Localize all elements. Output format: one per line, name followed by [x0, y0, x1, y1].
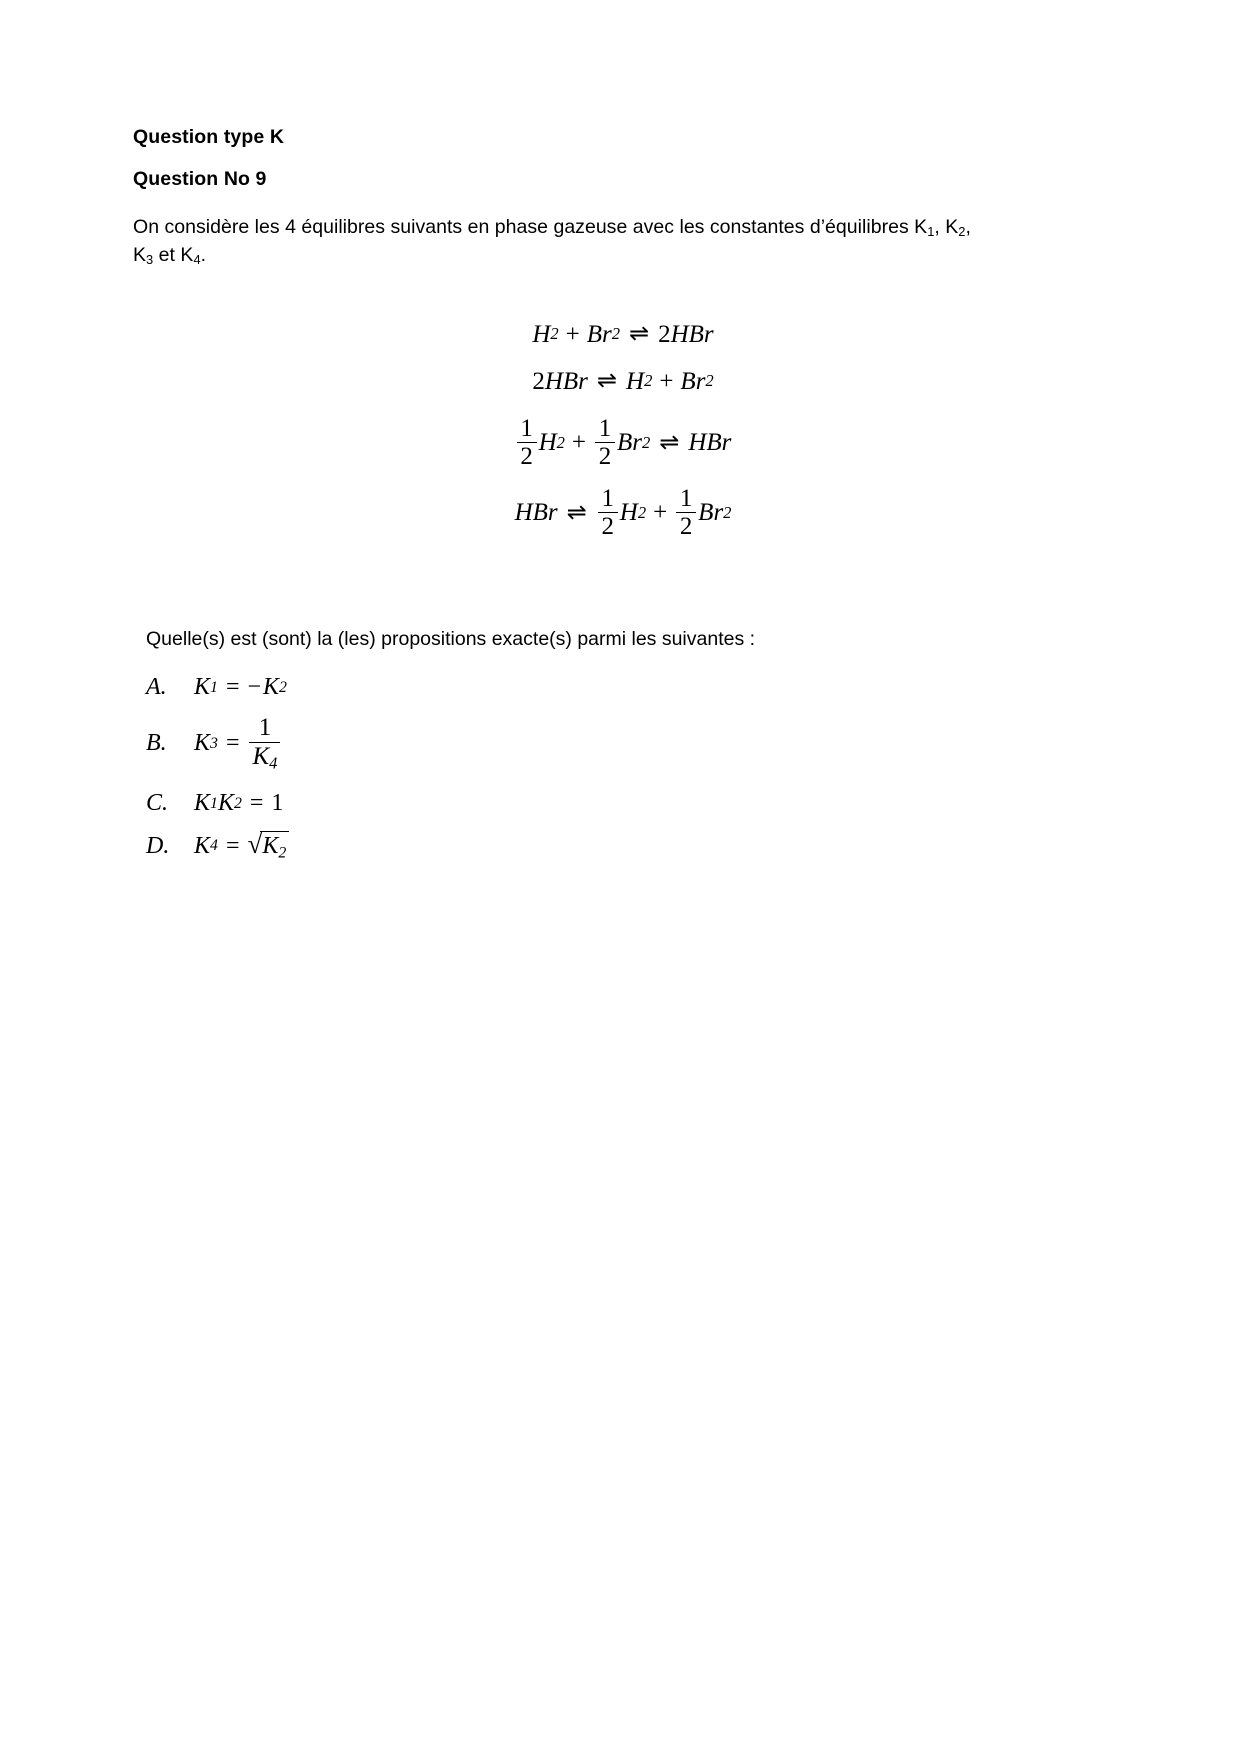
eq3-h-subscript: 2: [556, 432, 565, 452]
eq2-hbr: HBr: [544, 367, 588, 395]
question-number-heading: Question No 9: [133, 167, 267, 190]
eq4-h-subscript: 2: [637, 502, 647, 522]
option-a-minus-sign: −: [247, 674, 262, 701]
intro-text-part-5: K: [180, 244, 194, 267]
equation-block: [133, 322, 1113, 540]
option-a-expression: [194, 674, 287, 701]
intro-subscript-3: 3: [146, 252, 154, 268]
option-b-frac-denominator: [249, 744, 280, 772]
equation-1: [133, 322, 1113, 347]
eq1-hbr: HBr: [670, 320, 714, 348]
eq3-fraction-one-half-a: [517, 416, 537, 470]
option-c-lhs-second-subscript: 2: [233, 794, 242, 812]
document-content: [133, 128, 1113, 874]
option-d-label: D.: [146, 832, 170, 859]
option-c-rhs: 1: [271, 790, 284, 817]
intro-text-part-4: et: [153, 244, 175, 267]
option-a-lhs-subscript: 1: [210, 678, 218, 696]
eq1-plus-operator: +: [565, 320, 580, 348]
eq3-plus-operator: +: [571, 429, 586, 457]
eq2-br-subscript: 2: [705, 371, 714, 391]
option-c-lhs-first-subscript: 1: [210, 794, 218, 812]
eq4-equilibrium-arrow-icon: ⇌: [566, 499, 587, 526]
eq3-frac-a-numerator: 1: [520, 414, 533, 442]
option-d-radicand: [260, 831, 289, 862]
eq4-frac-b-numerator: 1: [679, 484, 693, 512]
option-c-label: C.: [146, 790, 169, 817]
eq1-coefficient: 2: [658, 320, 671, 348]
intro-text-part-6: .: [200, 244, 207, 267]
intro-subscript-4: 4: [193, 252, 201, 268]
option-b-expression: [194, 715, 282, 772]
intro-text-part-1: On considère les 4 équilibres suivants en phase gazeuse avec les constantes d’équilibres K: [133, 216, 928, 238]
option-a-rhs-subscript: 2: [279, 678, 287, 696]
equation-3: [133, 416, 1113, 470]
answer-option-c[interactable]: [146, 789, 1113, 819]
eq2-h-subscript: 2: [644, 371, 653, 391]
option-d-expression: [194, 828, 289, 862]
option-b-frac-denominator-subscript: 4: [269, 753, 278, 773]
intro-text-part-3: , K: [133, 216, 971, 267]
option-d-lhs-subscript: 4: [210, 837, 218, 855]
eq4-fraction-one-half-b: [676, 486, 696, 540]
eq4-hbr: HBr: [514, 499, 558, 527]
eq4-frac-a-numerator: 1: [601, 484, 614, 512]
question-intro-text: [133, 213, 978, 270]
eq1-h: H: [532, 320, 551, 348]
option-c-lhs-second: K: [217, 790, 234, 817]
option-c-expression: [194, 790, 283, 817]
option-c-lhs-first: K: [194, 790, 211, 817]
eq2-h: H: [626, 367, 645, 395]
option-d-lhs: K: [194, 832, 211, 859]
eq2-equilibrium-arrow-icon: ⇌: [596, 368, 617, 395]
option-b-lhs: K: [194, 730, 211, 757]
eq4-br-subscript: 2: [723, 502, 732, 522]
answer-option-d[interactable]: [146, 828, 1113, 862]
eq4-h: H: [619, 499, 638, 527]
eq3-frac-b-numerator: 1: [598, 414, 612, 442]
option-a-rhs: K: [263, 674, 280, 701]
option-b-frac-numerator: 1: [258, 714, 272, 742]
eq3-equilibrium-arrow-icon: ⇌: [659, 429, 680, 456]
answer-option-b[interactable]: [146, 715, 1113, 773]
option-a-equals: =: [225, 674, 240, 701]
eq2-coefficient: 2: [532, 367, 545, 395]
answer-options-list: [146, 673, 1113, 862]
option-d-rhs-subscript: 2: [278, 844, 287, 862]
equation-4: [133, 486, 1113, 540]
eq4-frac-a-denominator: 2: [601, 513, 614, 541]
eq3-frac-a-denominator: 2: [520, 443, 533, 471]
eq3-h: H: [538, 429, 557, 457]
eq4-br: Br: [698, 499, 724, 527]
answer-option-a[interactable]: [146, 673, 1113, 703]
equation-2: [133, 369, 1113, 394]
option-d-square-root: [247, 828, 289, 862]
question-type-heading: Question type K: [133, 126, 285, 148]
eq4-frac-b-denominator: 2: [679, 513, 693, 541]
option-d-equals: =: [225, 832, 240, 859]
eq4-fraction-one-half-a: [598, 486, 618, 540]
option-b-lhs-subscript: 3: [210, 734, 218, 752]
intro-subscript-1: 1: [927, 223, 935, 239]
option-c-equals: =: [249, 790, 264, 817]
option-b-fraction: [249, 715, 280, 772]
eq3-br: Br: [617, 429, 642, 457]
option-b-equals: =: [225, 730, 240, 757]
radical-icon: √: [247, 828, 263, 859]
eq2-br: Br: [680, 367, 706, 395]
option-a-label: A.: [146, 674, 167, 701]
answer-prompt-text: Quelle(s) est (sont) la (les) propositions exacte(s) parmi les suivantes :: [146, 627, 756, 650]
eq1-h-subscript: 2: [550, 324, 559, 344]
option-d-rhs: K: [262, 832, 279, 859]
eq2-plus-operator: +: [659, 367, 674, 395]
eq1-br-subscript: 2: [611, 324, 620, 344]
eq3-hbr: HBr: [688, 429, 732, 457]
option-b-frac-denominator-k: K: [252, 742, 270, 770]
eq1-br: Br: [586, 320, 612, 348]
eq3-br-subscript: 2: [642, 432, 651, 452]
option-a-lhs: K: [194, 674, 211, 701]
intro-text-part-2: , K: [934, 216, 959, 238]
option-b-label: B.: [146, 730, 167, 757]
intro-subscript-2: 2: [958, 223, 966, 239]
eq4-plus-operator: +: [653, 499, 668, 527]
eq3-fraction-one-half-b: [595, 416, 615, 470]
eq3-frac-b-denominator: 2: [598, 443, 612, 471]
eq1-equilibrium-arrow-icon: ⇌: [629, 321, 650, 348]
